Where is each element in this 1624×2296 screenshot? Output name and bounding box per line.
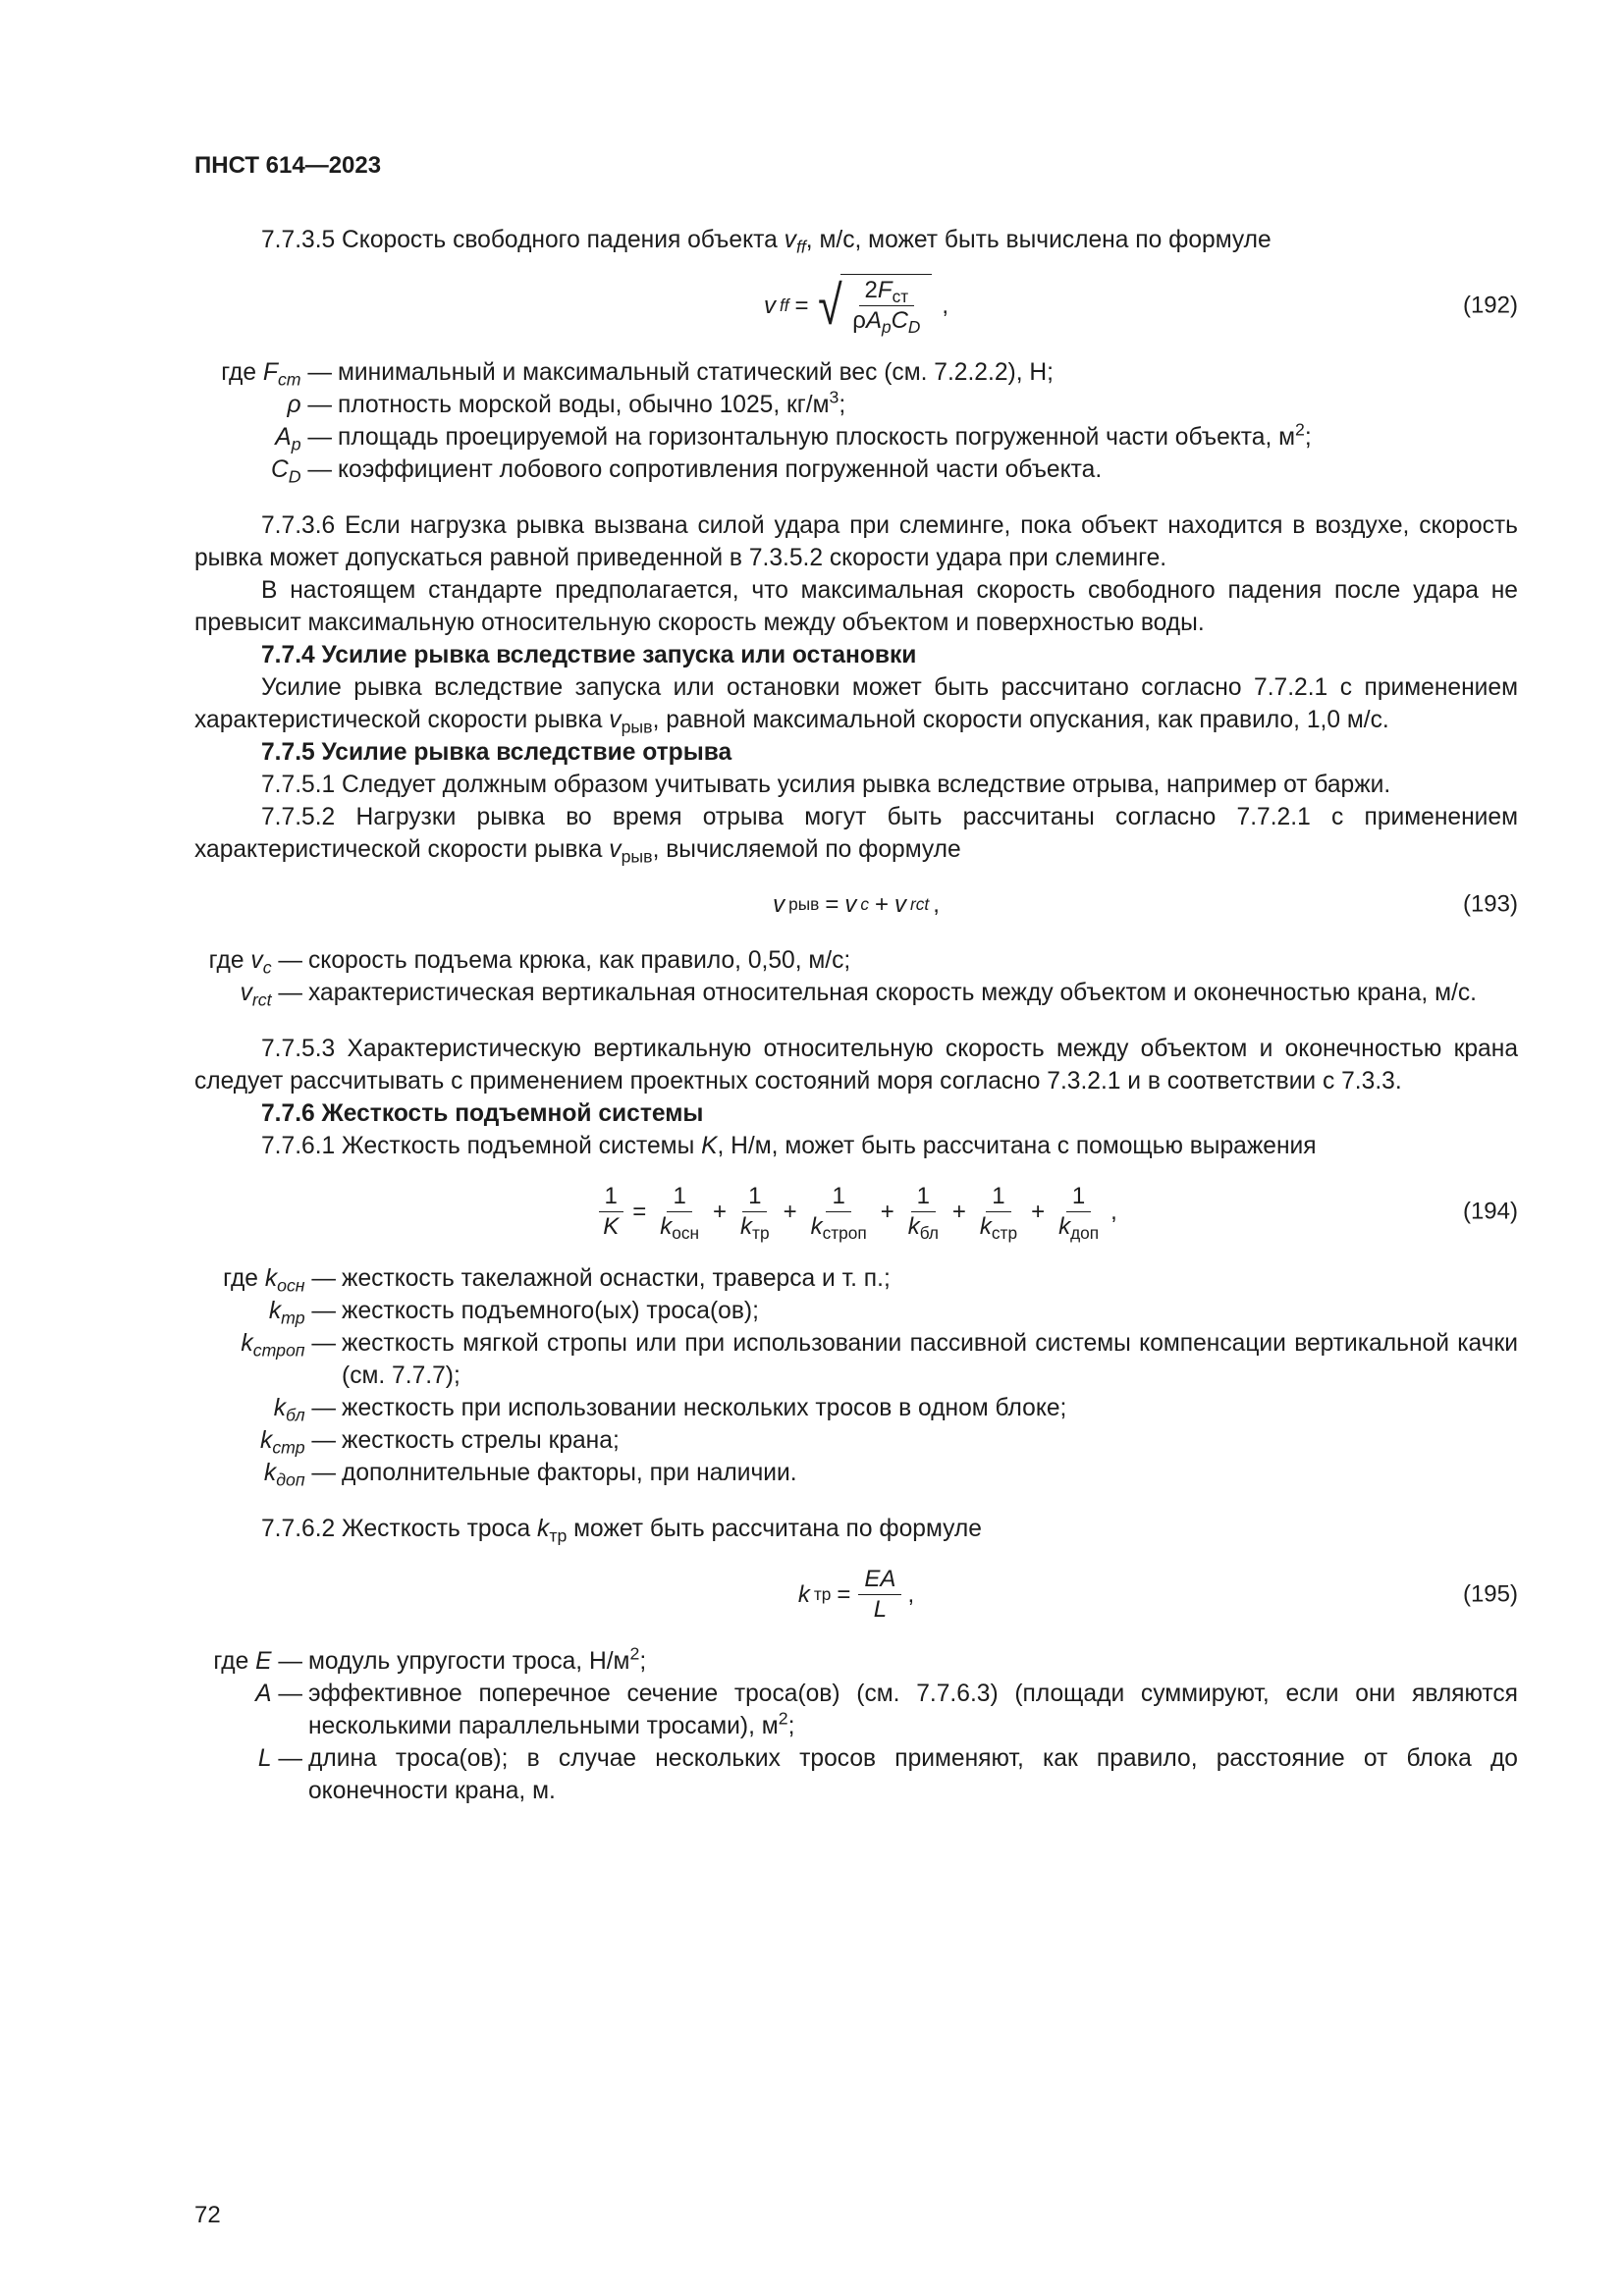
definition-text: жесткость мягкой стропы или при использовании пассивной системы компенсации вертикальной качки (см. 7.7.7); — [342, 1330, 1518, 1389]
definition-symbol: $k_{тр}$ — — [268, 1298, 336, 1328]
definition-symbol: A — — [255, 1681, 302, 1707]
formula-193: v рыв = v c + v rct , (193) — [194, 866, 1518, 942]
definition-row — [194, 1742, 1518, 1807]
definition-text: плотность морской воды, обычно 1025, $кг/м^3$; — [338, 387, 846, 418]
definition-symbol: ρ — — [287, 392, 332, 418]
definition-text: жесткость такелажной оснастки, траверса и т. п.; — [342, 1265, 891, 1292]
formula-192: v ff = √ $\frac{2F_{ст}}{\rho A_pC_D}$ , (192) — [763, 274, 1518, 338]
formula-number: (194) — [1462, 1198, 1518, 1225]
definition-row — [194, 1424, 1518, 1457]
page-number: 72 — [194, 2202, 221, 2228]
definition-row — [194, 389, 1518, 421]
definition-row — [194, 1457, 1518, 1489]
definition-row — [194, 356, 1518, 389]
definition-text: эффективное поперечное сечение троса(ов) (см. 7.7.6.3) (площади суммируют, если они являются несколькими параллельными тросами), $м^2$; — [308, 1681, 1518, 1739]
definition-symbol: где $v_c$ — — [208, 947, 302, 978]
definition-text: жесткость при использовании нескольких тросов в одном блоке; — [342, 1395, 1067, 1421]
definition-row — [194, 454, 1518, 486]
paragraph-standard: В настоящем стандарте предполагается, что максимальная скорость свободного падения после удара не превысит максимальную относительную скорость между объектом и поверхностью воды. — [194, 577, 1518, 636]
formula-number: (192) — [1462, 292, 1518, 319]
definition-symbol: $k_{стр}$ — — [260, 1427, 336, 1458]
formula-194: $\frac{1}{K}$ = $\frac{1}{k_{осн}}$ + $\frac{1}{k_{тр}}$ + $\frac{1}{k_{строп}}$ + $\frac{1}{k_{бл}}$ + $\frac{1}{k_{стр}}$ + $\frac{1}{k_{доп}}$ , (194) — [194, 1162, 1518, 1260]
page-content — [194, 224, 1518, 1809]
definition-symbol: $k_{доп}$ — — [263, 1460, 336, 1490]
definition-row — [194, 1645, 1518, 1678]
definition-symbol: где E — — [213, 1648, 302, 1675]
definition-row — [194, 1262, 1518, 1295]
definition-symbol: $C_D$ — — [271, 456, 332, 487]
definition-symbol: $v_{rct}$ — — [240, 980, 302, 1010]
definitions-194 — [194, 1262, 1518, 1489]
formula-number: (195) — [1462, 1580, 1518, 1608]
paragraph-7735: 7.7.3.5 Скорость свободного падения объекта $v_{ff}$, м/с, может быть вычислена по формуле — [261, 227, 1272, 257]
document-header: ПНСТ 614—2023 — [194, 152, 382, 179]
paragraph-7736: 7.7.3.6 Если нагрузка рывка вызвана силой удара при слеминге, пока объект находится в воздухе, скорость рывка может допускаться равной приведенной в 7.3.5.2 скорости удара при слеминге. — [194, 512, 1518, 571]
sqrt-symbol: √ $\frac{2F_{ст}}{\rho A_pC_D}$ — [815, 274, 933, 337]
definition-symbol: $k_{строп}$ — — [241, 1330, 336, 1361]
paragraph-7753: 7.7.5.3 Характеристическую вертикальную относительную скорость между объектом и оконечностью крана следует рассчитывать с применением проектных состояний моря согласно 7.3.2.1 и в соответствии с 7.3.3. — [194, 1036, 1518, 1095]
definition-text: модуль упругости троса, $Н/м^2$; — [308, 1643, 647, 1675]
heading-776: 7.7.6 Жесткость подъемной системы — [261, 1100, 704, 1127]
definition-symbol: где $F_{ст}$ — — [221, 359, 332, 390]
definition-text: коэффициент лобового сопротивления погруженной части объекта. — [338, 456, 1103, 483]
paragraph-7762: 7.7.6.2 Жесткость троса $k_{тр}$ может быть рассчитана по формуле — [261, 1516, 982, 1546]
formula-number: (193) — [1462, 890, 1518, 918]
definition-row — [194, 1392, 1518, 1424]
heading-775: 7.7.5 Усилие рывка вследствие отрыва — [261, 739, 732, 766]
definition-text: дополнительные факторы, при наличии. — [342, 1460, 797, 1486]
definition-row — [194, 944, 1518, 977]
definition-row — [194, 1327, 1518, 1392]
definition-symbol: где $k_{осн}$ — — [223, 1265, 336, 1296]
definition-text: минимальный и максимальный статический вес (см. 7.2.2.2), Н; — [338, 359, 1054, 386]
paragraph-7761: 7.7.6.1 Жесткость подъемной системы K, Н/м, может быть рассчитана с помощью выражения — [261, 1133, 1317, 1159]
definition-row — [194, 421, 1518, 454]
definitions-193 — [194, 944, 1518, 1009]
definition-text: жесткость стрелы крана; — [342, 1427, 620, 1454]
paragraph-7751: 7.7.5.1 Следует должным образом учитывать усилия рывка вследствие отрыва, например от баржи. — [261, 772, 1391, 798]
formula-195: k тр = $\frac{EA}{L}$ , (195) — [797, 1565, 1518, 1623]
paragraph-774: Усилие рывка вследствие запуска или остановки может быть рассчитано согласно 7.7.2.1 с применением характеристической скорости рывка $v_{рыв}$, равной максимальной скорости опускания, как правило, 1,0 м/с. — [194, 674, 1518, 737]
definition-symbol: L — — [257, 1745, 302, 1772]
definition-row — [194, 1295, 1518, 1327]
definition-symbol: $A_p$ — — [275, 424, 332, 454]
definition-symbol: $k_{бл}$ — — [273, 1395, 336, 1425]
heading-774: 7.7.4 Усилие рывка вследствие запуска или остановки — [261, 642, 917, 668]
definition-row — [194, 977, 1518, 1009]
definition-text: жесткость подъемного(ых) троса(ов); — [342, 1298, 759, 1324]
definition-text: характеристическая вертикальная относительная скорость между объектом и оконечностью крана, м/с. — [308, 980, 1477, 1006]
definition-text: скорость подъема крюка, как правило, 0,50, м/с; — [308, 947, 851, 974]
definitions-192 — [194, 356, 1518, 486]
paragraph-7752: 7.7.5.2 Нагрузки рывка во время отрыва могут быть рассчитаны согласно 7.7.2.1 с применением характеристической скорости рывка $v_{рыв}$, вычисляемой по формуле — [194, 804, 1518, 867]
definition-text: площадь проецируемой на горизонтальную плоскость погруженной части объекта, $м^2$; — [338, 419, 1312, 451]
definition-text: длина троса(ов); в случае нескольких тросов применяют, как правило, расстояние от блока до оконечности крана, м. — [308, 1745, 1518, 1804]
definitions-195 — [194, 1645, 1518, 1807]
definition-row — [194, 1678, 1518, 1742]
